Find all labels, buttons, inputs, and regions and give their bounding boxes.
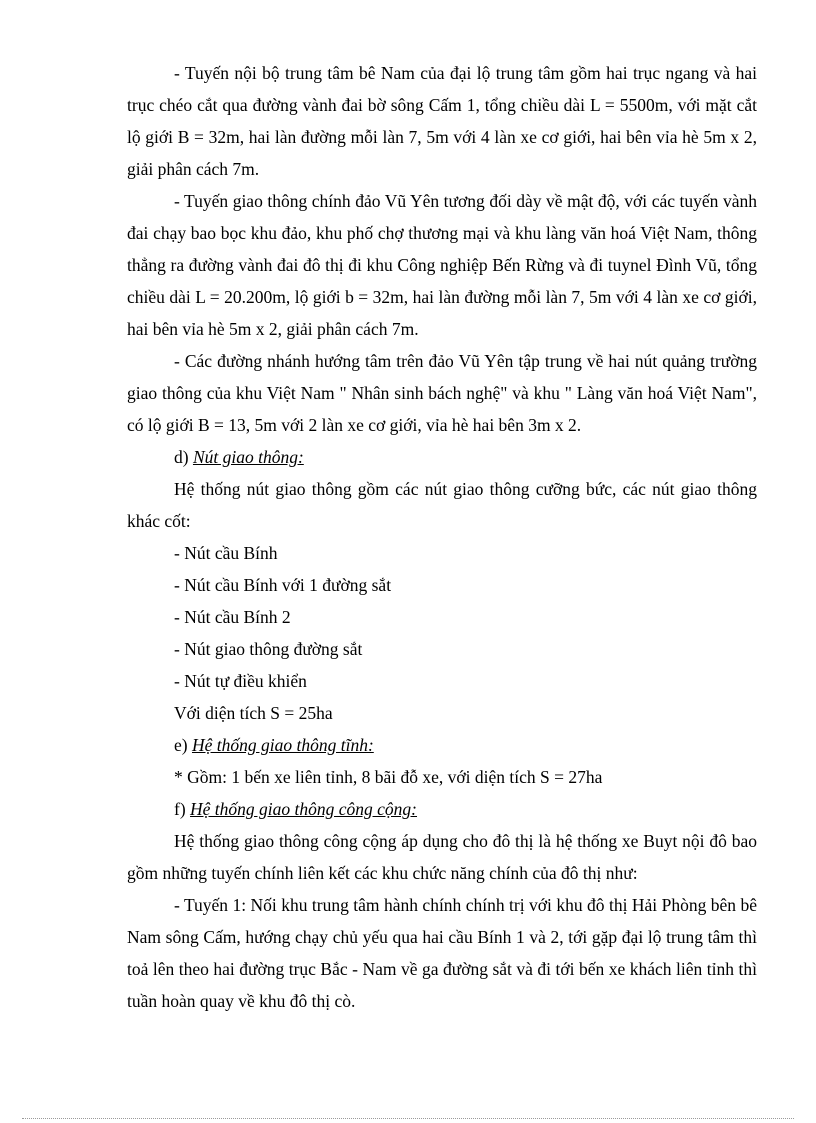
paragraph-vu-yen-main-route: - Tuyến giao thông chính đảo Vũ Yên tương đối dày về mật độ, với các tuyến vành đai chạy bao bọc khu đảo, khu phố chợ thương mại và khu làng văn hoá Việt Nam, thông thẳng ra đường vành đai đô thị đi khu Công nghiệp Bến Rừng và đi tuynel Đình Vũ, tổng chiều dài L = 20.200m, lộ giới b = 32m, hai làn đường mỗi làn 7, 5m với 4 làn xe cơ giới, hai bên vỉa hè 5m x 2, giải phân cách 7m.: [127, 191, 757, 339]
section-title-e: Hệ thống giao thông tĩnh:: [191, 735, 374, 755]
section-heading-e: [127, 729, 757, 761]
paragraph-vu-yen-branch-roads: - Các đường nhánh hướng tâm trên đảo Vũ Yên tập trung về hai nút quảng trường giao thông của khu Việt Nam " Nhân sinh bách nghệ" và khu " Làng văn hoá Việt Nam", có lộ giới B = 13, 5m với 2 làn xe cơ giới, vỉa hè hai bên 3m x 2.: [127, 351, 757, 435]
list-item: - Nút giao thông đường sắt: [174, 639, 363, 659]
paragraph-internal-routes: - Tuyến nội bộ trung tâm bê Nam của đại lộ trung tâm gồm hai trục ngang và hai trục chéo cắt qua đường vành đai bờ sông Cấm 1, tổng chiều dài L = 5500m, với mặt cắt lộ giới B = 32m, hai làn đường mỗi làn 7, 5m với 4 làn xe cơ giới, hai bên vỉa hè 5m x 2, giải phân cách 7m.: [127, 63, 757, 179]
section-d-intro: Hệ thống nút giao thông gồm các nút giao thông cưỡng bức, các nút giao thông khác cốt:: [127, 479, 757, 531]
section-e-text: * Gồm: 1 bến xe liên tỉnh, 8 bãi đỗ xe, với diện tích S = 27ha: [174, 767, 603, 787]
section-letter-d: d): [174, 447, 189, 467]
section-title-f: Hệ thống giao thông công cộng:: [190, 799, 418, 819]
list-item: - Nút cầu Bính 2: [174, 607, 291, 627]
list-item: - Nút tự điều khiển: [174, 671, 307, 691]
list-item: - Nút cầu Bính: [174, 543, 278, 563]
section-heading-f: [127, 793, 757, 825]
section-d-area: Với diện tích S = 25ha: [174, 703, 333, 723]
section-heading-d: [127, 441, 757, 473]
section-letter-f: f): [174, 799, 186, 819]
section-f-route-1: - Tuyến 1: Nối khu trung tâm hành chính chính trị với khu đô thị Hải Phòng bên bê Nam sông Cấm, hướng chạy chủ yếu qua hai cầu Bính 1 và 2, tới gặp đại lộ trung tâm thì toả lên theo hai đường trục Bắc - Nam về ga đường sắt và đi tới bến xe khách liên tỉnh thì tuần hoàn quay về khu đô thị cò.: [127, 895, 757, 1011]
list-item: - Nút cầu Bính với 1 đường sắt: [174, 575, 392, 595]
document-body: [127, 57, 757, 1017]
section-title-d: Nút giao thông:: [192, 447, 304, 467]
section-f-intro: Hệ thống giao thông công cộng áp dụng cho đô thị là hệ thống xe Buyt nội đô bao gồm những tuyến chính liên kết các khu chức năng chính của đô thị như:: [127, 831, 757, 883]
section-letter-e: e): [174, 735, 188, 755]
page-bottom-rule: [22, 1118, 794, 1119]
